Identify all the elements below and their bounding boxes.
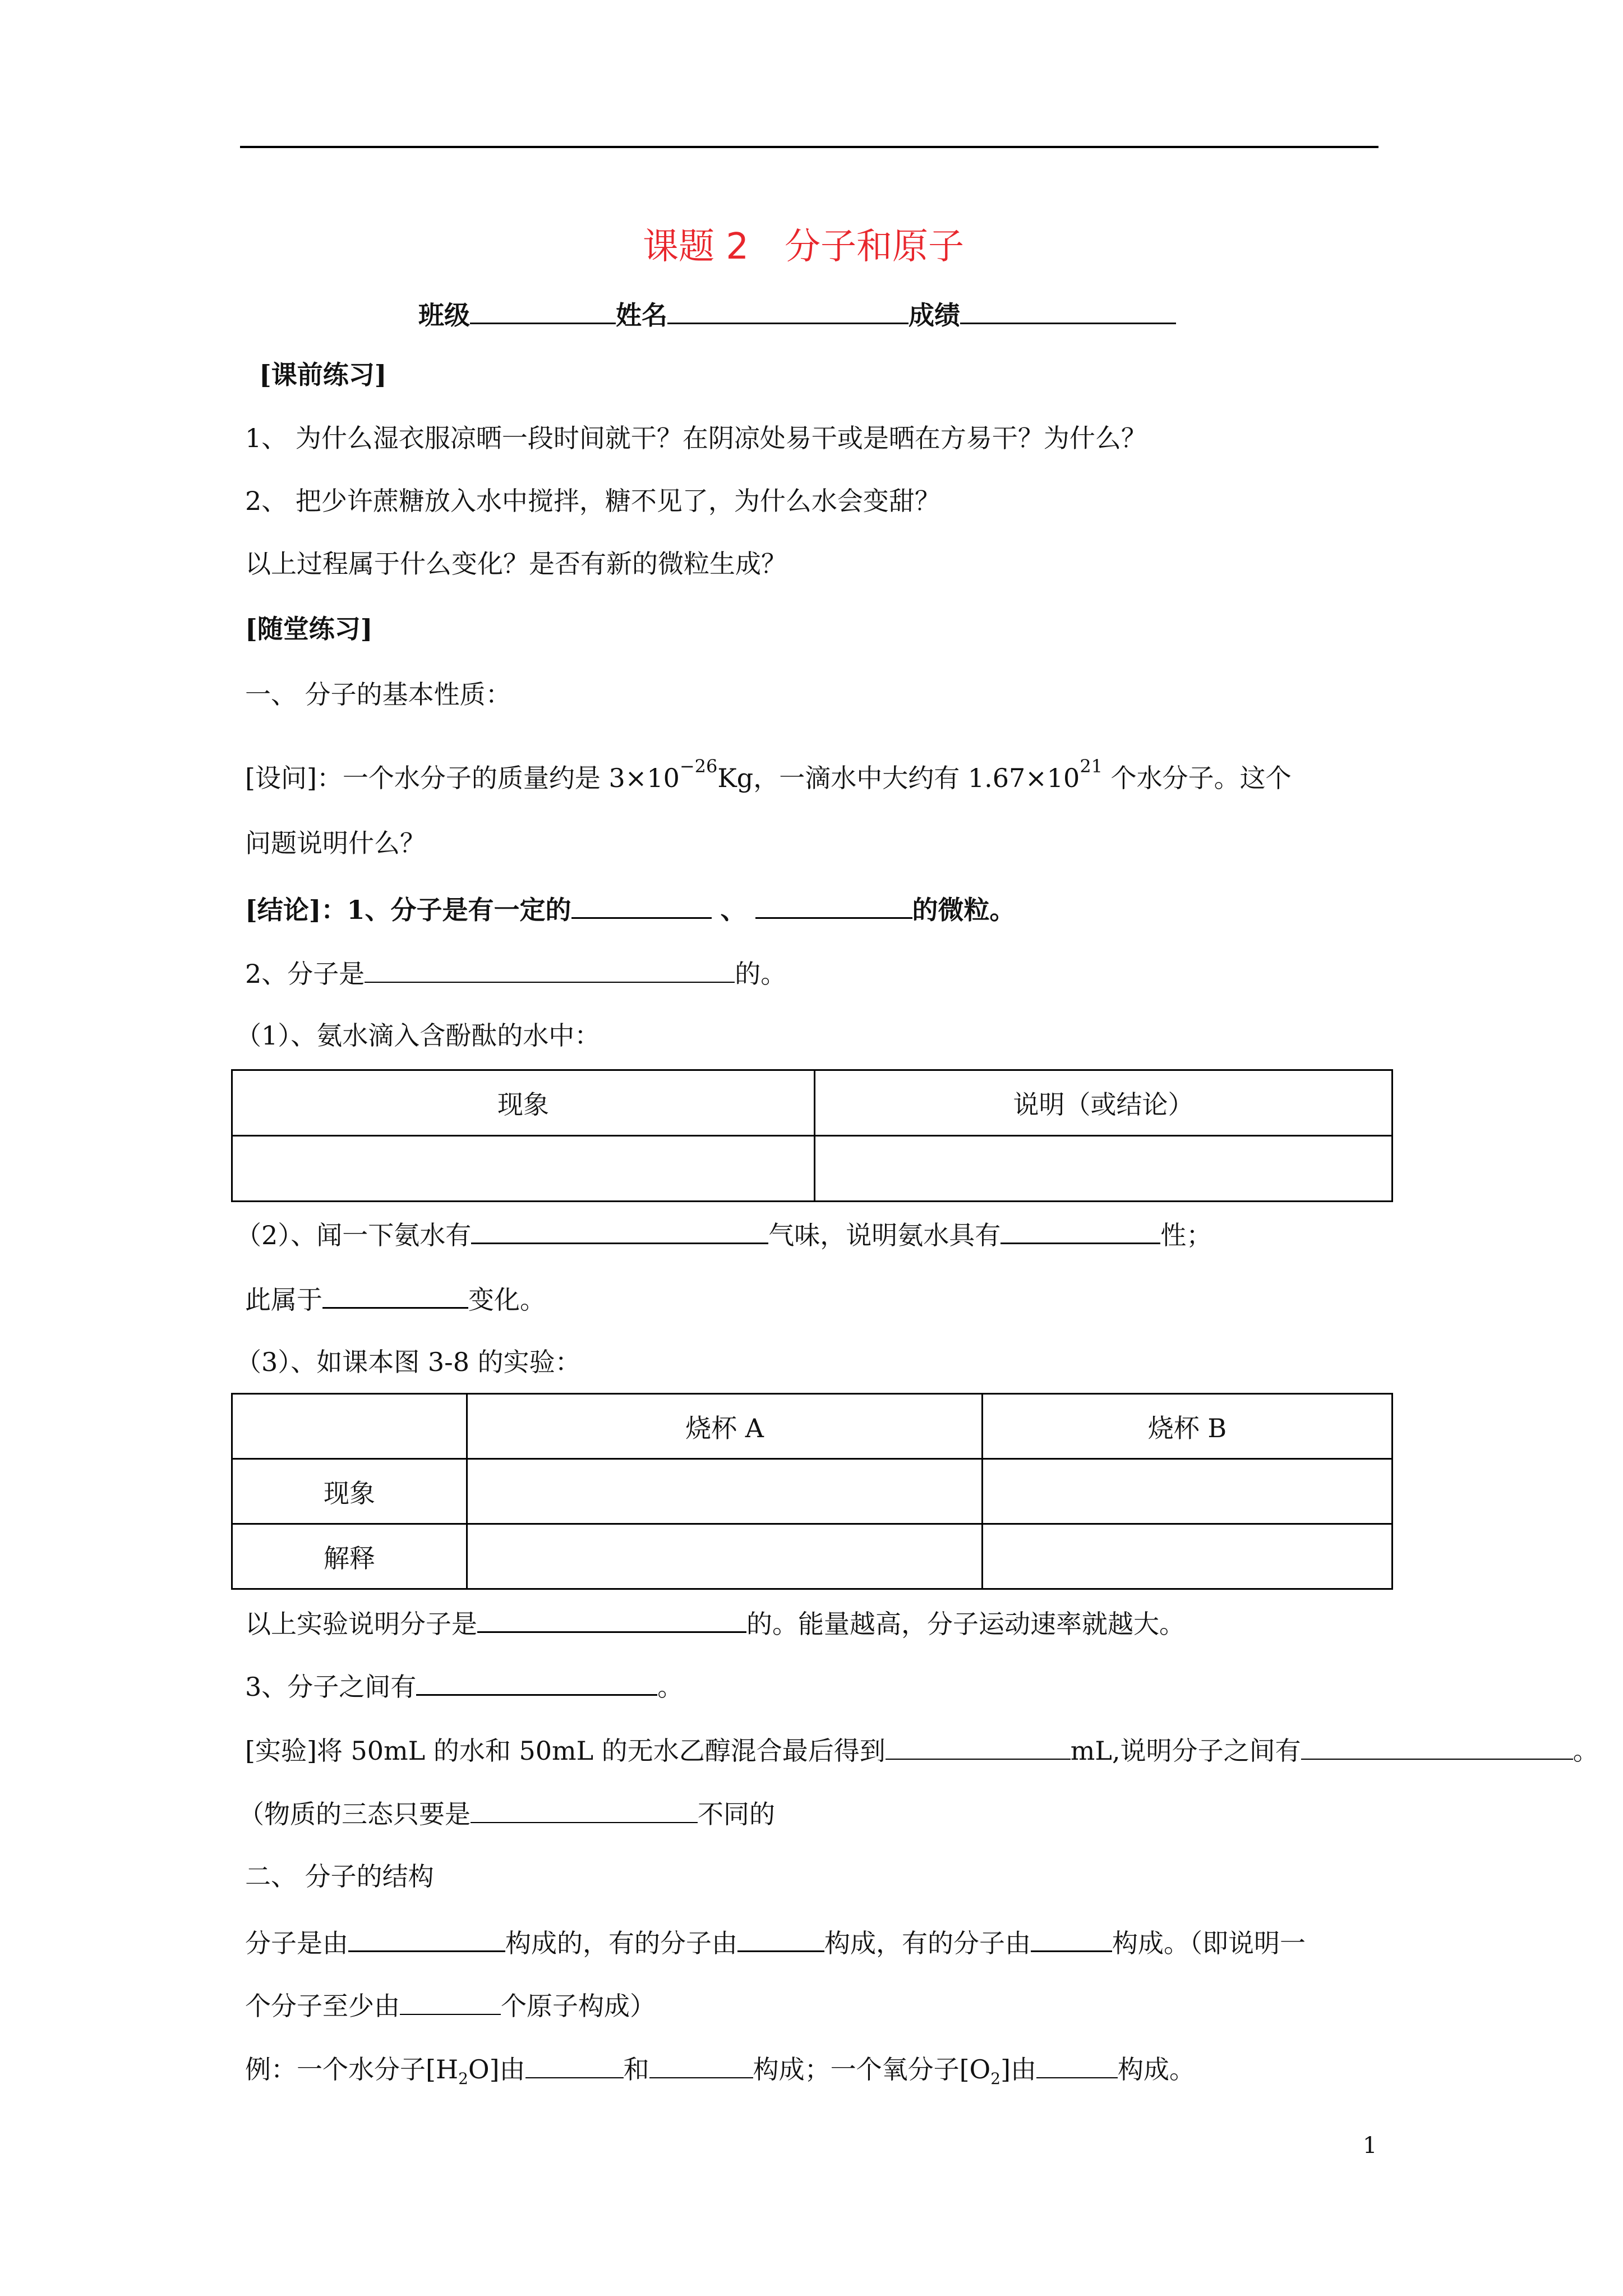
structure-text-a: 分子是由 bbox=[245, 1928, 348, 1958]
property-2-text-b: 的。 bbox=[735, 959, 787, 989]
property-3 bbox=[245, 1672, 683, 1700]
exp2-blank-change[interactable] bbox=[322, 1285, 468, 1309]
santai-text-b: 不同的 bbox=[698, 1799, 775, 1829]
table1-cell-explanation[interactable] bbox=[815, 1136, 1393, 1202]
example-text-d: 构成；一个氧分子[O bbox=[753, 2054, 991, 2085]
pre-question-2: 2、 把少许蔗糖放入水中搅拌，糖不见了，为什么水会变甜？ bbox=[245, 486, 940, 516]
conclusion-sep: 、 bbox=[720, 895, 746, 925]
example-text-f: 构成。 bbox=[1118, 2054, 1196, 2085]
student-info bbox=[418, 300, 1176, 328]
part2-heading: 二、 分子的结构 bbox=[245, 1861, 434, 1892]
table1-header-explanation: 说明（或结论） bbox=[815, 1070, 1393, 1136]
experiment-conclusion bbox=[245, 1609, 1185, 1637]
structure-text-c: 构成，有的分子由 bbox=[824, 1928, 1031, 1958]
ask-exponent-1: −26 bbox=[679, 756, 718, 777]
name-label: 姓名 bbox=[616, 300, 667, 330]
exp2-text-e: 变化。 bbox=[468, 1285, 546, 1315]
ask-text-b: Kg，一滴水中大约有 1.67×10 bbox=[717, 763, 1080, 793]
class-blank[interactable] bbox=[470, 300, 616, 324]
structure-line-2 bbox=[245, 1991, 656, 2019]
exp2-text-c: 性； bbox=[1160, 1220, 1212, 1250]
name-blank[interactable] bbox=[667, 300, 909, 324]
structure-blank-3[interactable] bbox=[1031, 1928, 1112, 1952]
structure-text-d: 构成。（即说明一 bbox=[1112, 1928, 1306, 1958]
structure-blank-1[interactable] bbox=[348, 1928, 505, 1952]
table2-row-explanation: 解释 bbox=[232, 1524, 467, 1589]
table2-row-phenomenon: 现象 bbox=[232, 1459, 467, 1524]
structure-text-b: 构成的，有的分子由 bbox=[505, 1928, 737, 1958]
score-blank[interactable] bbox=[960, 300, 1176, 324]
experiment-2-line-2 bbox=[245, 1285, 546, 1313]
table2-header-beaker-a: 烧杯 A bbox=[467, 1394, 983, 1459]
pre-question-1: 1、 为什么湿衣服凉晒一段时间就干？在阴凉处易干或是晒在方易干？为什么？ bbox=[245, 423, 1147, 453]
exp2-blank-smell[interactable] bbox=[471, 1220, 768, 1244]
property-2-text-a: 2、分子是 bbox=[245, 959, 365, 989]
conclusion-blank-1[interactable] bbox=[571, 895, 712, 919]
conclusion-text-a: [结论]：1、分子是有一定的 bbox=[245, 895, 571, 925]
conclusion-text-b: 的微粒。 bbox=[912, 895, 1016, 925]
after-text-b: 的。能量越高，分子运动速率就越大。 bbox=[746, 1609, 1185, 1639]
structure2-blank[interactable] bbox=[400, 1991, 501, 2015]
santai-blank[interactable] bbox=[471, 1800, 698, 1823]
conclusion-blank-2[interactable] bbox=[755, 895, 912, 919]
table-beakers bbox=[231, 1393, 1393, 1590]
after-text-a: 以上实验说明分子是 bbox=[245, 1609, 477, 1639]
after-blank[interactable] bbox=[477, 1609, 746, 1633]
ask-text-a: [设问]：一个水分子的质量约是 3×10 bbox=[245, 763, 680, 793]
shiyan-blank-gap[interactable] bbox=[1301, 1736, 1573, 1760]
ask-line-2: 问题说明什么？ bbox=[245, 828, 426, 858]
shiyan-text-a: [实验]将 50mL 的水和 50mL 的无水乙醇混合最后得到 bbox=[245, 1736, 886, 1766]
structure2-text-a: 个分子至少由 bbox=[245, 1991, 400, 2021]
property-2-blank[interactable] bbox=[365, 959, 735, 983]
exp2-text-d: 此属于 bbox=[245, 1285, 322, 1315]
page-title: 课题 2 分子和原子 bbox=[643, 226, 965, 268]
table1-cell-phenomenon[interactable] bbox=[232, 1136, 815, 1202]
table1-header-phenomenon: 现象 bbox=[232, 1070, 815, 1136]
table2-header-beaker-b: 烧杯 B bbox=[983, 1394, 1393, 1459]
class-label: 班级 bbox=[418, 300, 470, 330]
shiyan-text-c: 。 bbox=[1573, 1736, 1599, 1766]
conclusion-1 bbox=[245, 895, 1016, 923]
example-text-b: O]由 bbox=[468, 2054, 525, 2085]
three-states bbox=[238, 1800, 775, 1827]
ask-exponent-2: 21 bbox=[1080, 756, 1103, 777]
example-blank-3[interactable] bbox=[1036, 2055, 1118, 2078]
part1-heading: 一、 分子的基本性质： bbox=[245, 679, 511, 710]
example-blank-2[interactable] bbox=[649, 2055, 753, 2078]
page-number: 1 bbox=[1363, 2133, 1377, 2159]
exp2-blank-property[interactable] bbox=[1000, 1220, 1160, 1244]
section-pre-practice: [课前练习] bbox=[259, 360, 387, 390]
ethanol-experiment bbox=[245, 1736, 1599, 1764]
example-subscript-1: 2 bbox=[458, 2069, 468, 2088]
example-text-c: 和 bbox=[623, 2054, 649, 2085]
ask-line-1 bbox=[245, 757, 1292, 791]
table2-cell-b-phenomenon[interactable] bbox=[983, 1459, 1393, 1524]
experiment-1-label: （1）、氨水滴入含酚酞的水中： bbox=[236, 1020, 601, 1051]
structure-blank-2[interactable] bbox=[737, 1928, 824, 1952]
structure2-text-b: 个原子构成） bbox=[501, 1991, 656, 2021]
experiment-3-label: （3）、如课本图 3-8 的实验： bbox=[236, 1347, 581, 1377]
table2-cell-a-explanation[interactable] bbox=[467, 1524, 983, 1589]
experiment-2-line-1 bbox=[236, 1220, 1212, 1248]
header-rule bbox=[240, 146, 1378, 148]
ask-text-c: 个水分子。这个 bbox=[1103, 763, 1292, 793]
shiyan-text-b: mL,说明分子之间有 bbox=[1070, 1736, 1301, 1766]
example-subscript-2: 2 bbox=[990, 2069, 1001, 2088]
table2-corner bbox=[232, 1394, 467, 1459]
section-in-class: [随堂练习] bbox=[245, 614, 373, 644]
example-line bbox=[245, 2055, 1195, 2087]
example-blank-1[interactable] bbox=[525, 2055, 624, 2078]
score-label: 成绩 bbox=[909, 300, 960, 330]
pre-question-3: 以上过程属于什么变化？是否有新的微粒生成？ bbox=[245, 549, 787, 579]
table2-cell-a-phenomenon[interactable] bbox=[467, 1459, 983, 1524]
example-text-a: 例：一个水分子[H bbox=[245, 2054, 459, 2085]
exp2-text-b: 气味，说明氨水具有 bbox=[768, 1220, 1001, 1250]
property-2 bbox=[245, 959, 786, 987]
property-3-text-b: 。 bbox=[657, 1672, 684, 1702]
example-text-e: ]由 bbox=[1000, 2054, 1037, 2085]
santai-text-a: （物质的三态只要是 bbox=[238, 1799, 471, 1829]
property-3-blank[interactable] bbox=[416, 1672, 657, 1696]
exp2-text-a: （2）、闻一下氨水有 bbox=[236, 1220, 472, 1250]
table-ammonia bbox=[231, 1069, 1393, 1202]
structure-line-1 bbox=[245, 1928, 1306, 1956]
shiyan-blank-volume[interactable] bbox=[886, 1736, 1071, 1760]
property-3-text-a: 3、分子之间有 bbox=[245, 1672, 417, 1702]
table2-cell-b-explanation[interactable] bbox=[983, 1524, 1393, 1589]
